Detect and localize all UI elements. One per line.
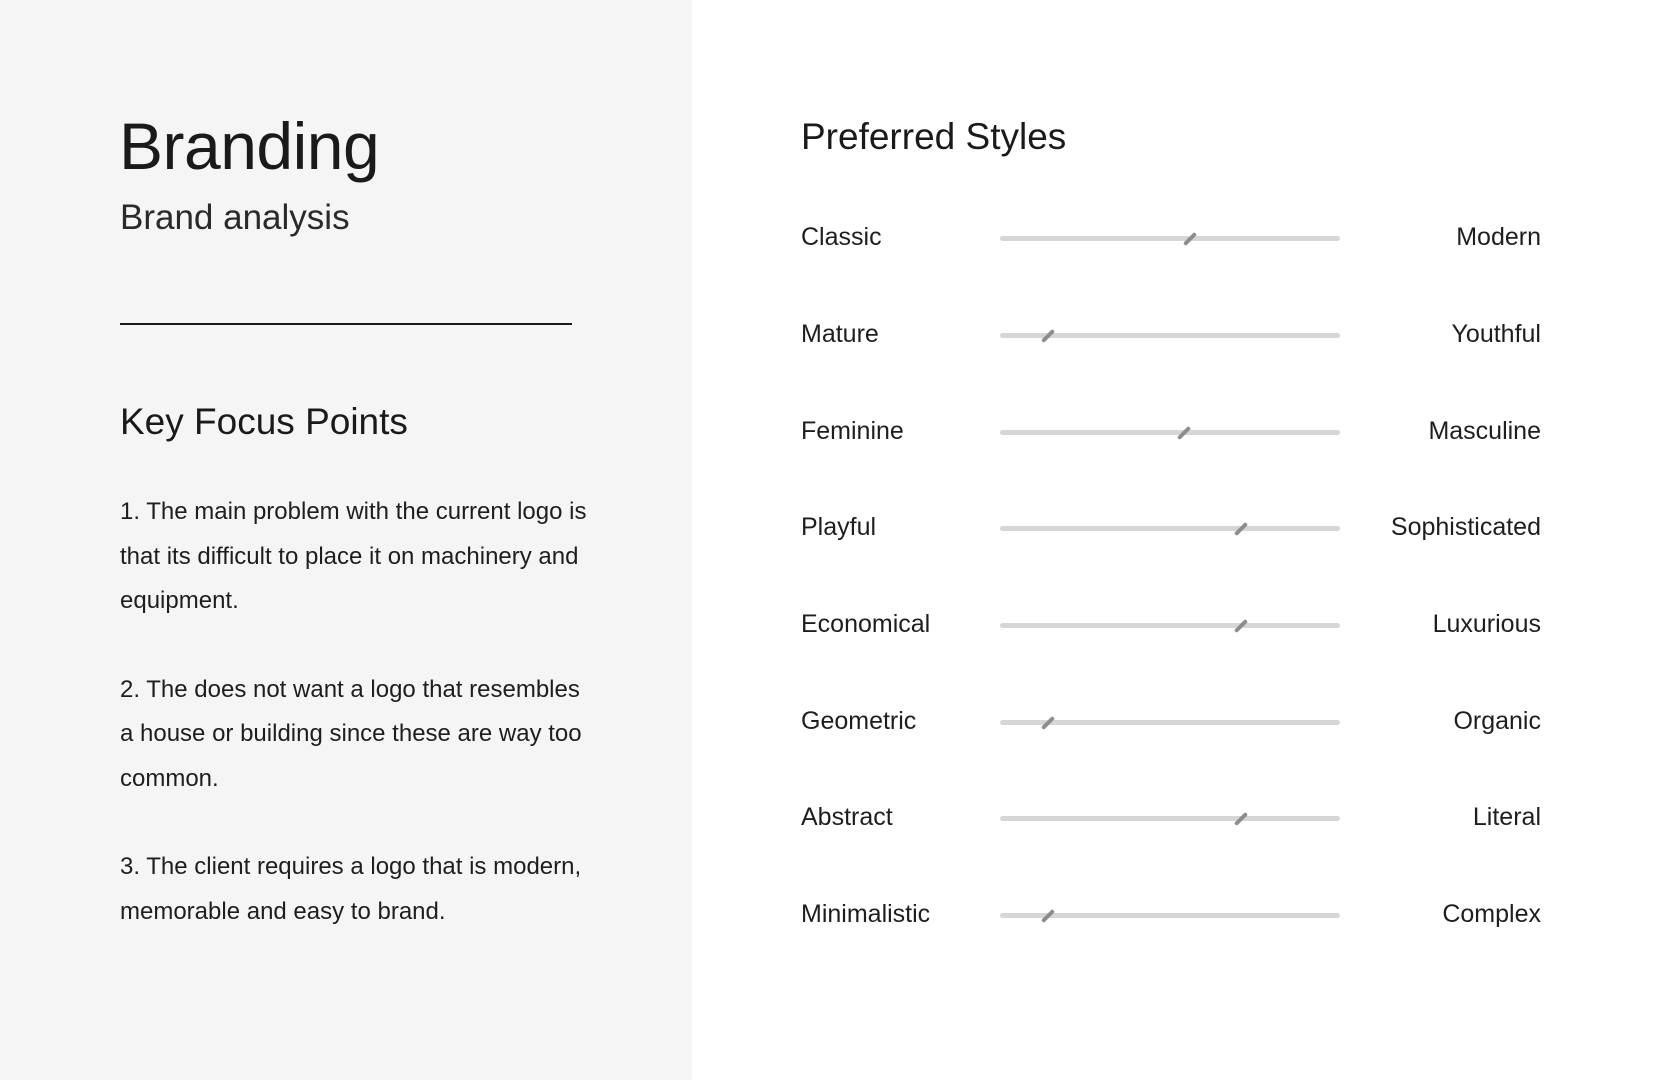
slider-label-left: Abstract (801, 803, 893, 831)
slider-label-left: Feminine (801, 417, 904, 445)
style-slider-economical-luxurious (801, 604, 1541, 644)
key-focus-heading: Key Focus Points (120, 401, 408, 442)
slider-label-left: Minimalistic (801, 900, 931, 928)
focus-points-list (120, 490, 590, 978)
slider-label-right: Sophisticated (1390, 513, 1541, 541)
slider-track[interactable] (1000, 526, 1340, 531)
slider-thumb[interactable] (1183, 232, 1197, 246)
slider-thumb[interactable] (1041, 716, 1055, 730)
style-slider-abstract-literal (801, 797, 1541, 837)
page-subtitle: Brand analysis (120, 198, 350, 237)
slider-label-right: Literal (1472, 803, 1541, 831)
slider-track[interactable] (1000, 333, 1340, 338)
slider-track[interactable] (1000, 816, 1340, 821)
slider-label-left: Classic (801, 223, 882, 251)
preferred-styles-heading: Preferred Styles (801, 116, 1067, 157)
slider-track[interactable] (1000, 913, 1340, 918)
style-slider-classic-modern (801, 217, 1541, 257)
slider-label-left: Playful (801, 513, 877, 541)
slider-thumb[interactable] (1234, 812, 1248, 826)
slider-label-right: Masculine (1428, 417, 1541, 445)
slider-label-right: Luxurious (1432, 610, 1541, 638)
slider-track[interactable] (1000, 236, 1340, 241)
slider-track[interactable] (1000, 720, 1340, 725)
focus-point: 3. The client requires a logo that is modern, memorable and easy to brand. (120, 853, 582, 925)
slider-label-right: Complex (1442, 900, 1541, 928)
slider-thumb[interactable] (1234, 619, 1248, 633)
focus-point: 1. The main problem with the current logo is that its difficult to place it on machinery and equipment. (120, 498, 587, 614)
slider-label-right: Youthful (1451, 320, 1541, 348)
style-slider-geometric-organic (801, 701, 1541, 741)
style-slider-minimalistic-complex (801, 894, 1541, 934)
focus-point: 2. The does not want a logo that resembles a house or building since these are way too common. (120, 675, 582, 792)
page-title: Branding (119, 109, 380, 183)
slider-track[interactable] (1000, 623, 1340, 628)
slider-label-left: Economical (801, 610, 931, 638)
slider-label-right: Organic (1453, 707, 1541, 735)
slider-thumb[interactable] (1041, 909, 1055, 923)
slider-label-right: Modern (1456, 223, 1541, 251)
slider-thumb[interactable] (1177, 426, 1191, 440)
left-panel (0, 0, 692, 1080)
style-slider-feminine-masculine (801, 411, 1541, 451)
slider-track[interactable] (1000, 430, 1340, 435)
style-slider-mature-youthful (801, 314, 1541, 354)
style-slider-playful-sophisticated (801, 507, 1541, 547)
slider-label-left: Geometric (801, 707, 917, 735)
slider-label-left: Mature (801, 320, 879, 348)
slider-thumb[interactable] (1041, 329, 1055, 343)
slider-thumb[interactable] (1234, 522, 1248, 536)
section-divider (120, 323, 572, 325)
